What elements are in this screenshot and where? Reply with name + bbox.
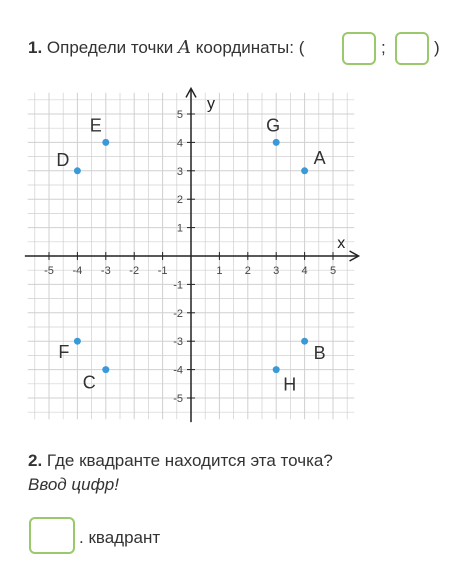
- x-tick-label: 2: [244, 265, 251, 277]
- y-tick-label: -5: [173, 393, 183, 405]
- point-c: [102, 366, 109, 373]
- quadrant-input[interactable]: [29, 517, 75, 554]
- point-g: [273, 139, 280, 146]
- y-tick-label: -4: [173, 364, 183, 377]
- y-tick-label: 2: [176, 194, 183, 207]
- y-tick-label: -2: [173, 307, 183, 320]
- x-axis-label: x: [337, 235, 346, 252]
- question-1-prompt: Определи точки: [46, 38, 174, 57]
- x-tick-label: 4: [301, 265, 308, 277]
- point-label-d: D: [56, 149, 70, 170]
- close-paren: ): [434, 38, 440, 57]
- point-label-b: B: [313, 343, 326, 364]
- point-a: [301, 167, 308, 174]
- point-d: [74, 167, 81, 174]
- question-2-text: [28, 449, 333, 473]
- y-tick-label: 5: [176, 109, 183, 121]
- coordinate-separator: ;: [381, 38, 386, 57]
- point-e: [102, 139, 109, 146]
- x-tick-label: -3: [100, 265, 111, 277]
- x-tick-label: -5: [44, 265, 54, 277]
- point-variable: A: [178, 37, 192, 58]
- x-tick-label: -1: [157, 265, 168, 277]
- y-axis-label: y: [207, 95, 215, 113]
- question-1-prompt-end: координаты: (: [195, 38, 305, 57]
- y-tick-label: -1: [173, 279, 183, 292]
- y-tick-label: 3: [176, 165, 183, 178]
- x-tick-label: 3: [273, 265, 280, 277]
- point-label-g: G: [266, 115, 281, 136]
- point-label-h: H: [283, 374, 297, 395]
- y-tick-label: 4: [176, 137, 183, 150]
- point-label-f: F: [58, 342, 70, 363]
- point-f: [74, 338, 81, 345]
- y-tick-label: -3: [173, 336, 183, 349]
- question-1-number: 1.: [28, 38, 43, 57]
- point-label-a: A: [313, 147, 326, 168]
- point-h: [273, 366, 280, 373]
- question-2-number: 2.: [28, 451, 43, 470]
- point-b: [301, 338, 308, 345]
- x-tick-label: 5: [329, 265, 337, 277]
- x-tick-label: 1: [216, 265, 223, 277]
- quadrant-suffix: . квадрант: [79, 528, 161, 547]
- point-label-e: E: [89, 115, 102, 136]
- input-hint: Ввод цифр!: [28, 475, 119, 494]
- question-2-prompt: Где квадранте находится эта точка?: [46, 451, 333, 470]
- x-tick-label: -2: [129, 265, 140, 277]
- x-tick-label: -4: [72, 265, 83, 277]
- point-label-c: C: [82, 372, 96, 393]
- y-tick-label: 1: [176, 222, 183, 235]
